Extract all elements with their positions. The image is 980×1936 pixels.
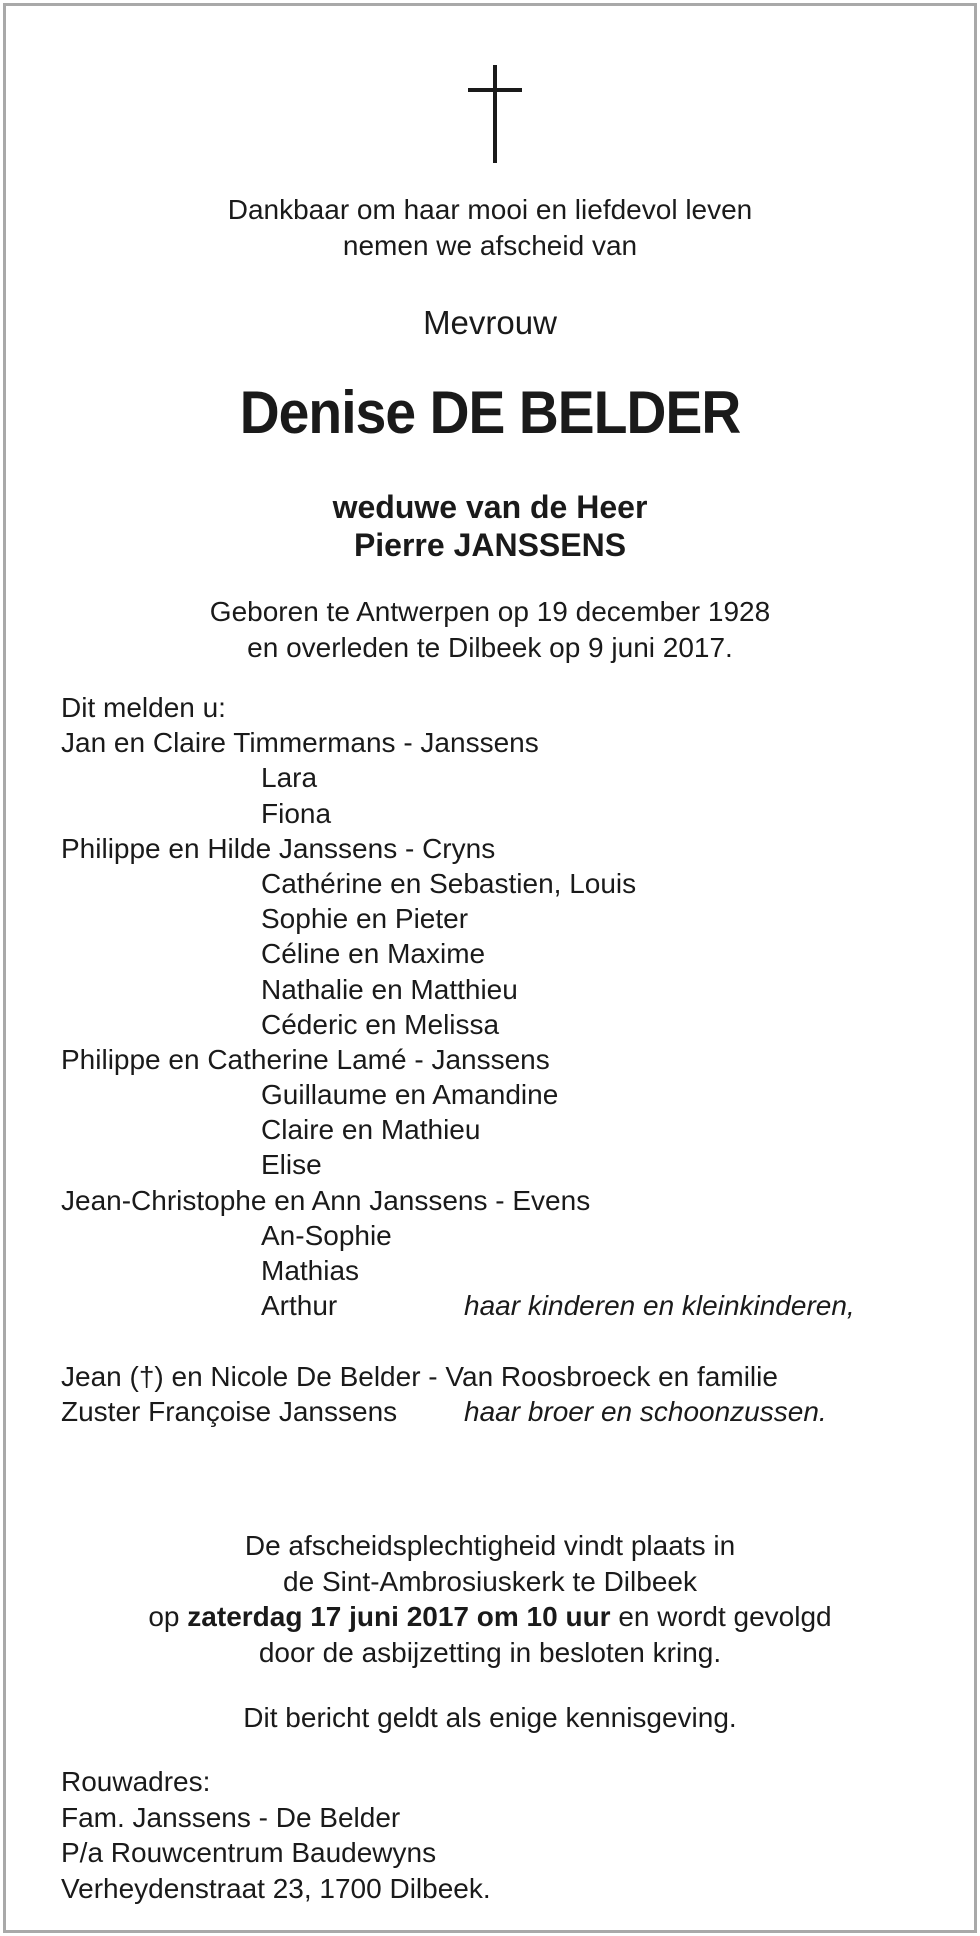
ceremony-line: op zaterdag 17 juni 2017 om 10 uur en wordt gevolgd <box>148 1601 832 1632</box>
address-line: Fam. Janssens - De Belder <box>61 1801 401 1833</box>
family-child: Elise <box>261 1149 322 1181</box>
family-parents: Jean-Christophe en Ann Janssens - Evens <box>61 1184 591 1216</box>
address-line: Rouwadres: <box>61 1766 211 1797</box>
sibling-line: Jean (†) en Nicole De Belder - Van Roosbroeck en familie <box>61 1360 778 1392</box>
intro-line: nemen we afscheid van <box>342 230 638 261</box>
widow-line: weduwe van de Heer <box>332 489 648 525</box>
family-child: Fiona <box>261 797 332 829</box>
ceremony-line: de Sint-Ambrosiuskerk te Dilbeek <box>283 1565 697 1597</box>
death-line: en overleden te Dilbeek op 9 juni 2017. <box>247 632 733 663</box>
children-note: haar kinderen en kleinkinderen, <box>464 1290 855 1322</box>
ceremony-line: door de asbijzetting in besloten kring. <box>258 1636 722 1668</box>
ceremony-date: zaterdag 17 juni 2017 om 10 uur <box>187 1601 611 1632</box>
notice-text: Dit bericht geldt als enige kennisgeving. <box>243 1702 737 1733</box>
sibling-line: Zuster Françoise Janssens <box>61 1395 398 1427</box>
family-parents: Jan en Claire Timmermans - Janssens <box>61 727 539 759</box>
birth-death-dates <box>6 594 974 666</box>
family-child: Arthur <box>261 1290 338 1322</box>
family-child: Cathérine en Sebastien, Louis <box>261 867 637 899</box>
family-parents: Philippe en Hilde Janssens - Cryns <box>61 832 496 864</box>
birth-line: Geboren te Antwerpen op 19 december 1928 <box>209 596 771 627</box>
address-line: P/a Rouwcentrum Baudewyns <box>61 1837 437 1868</box>
family-child: Claire en Mathieu <box>261 1114 481 1146</box>
family-child: Lara <box>261 762 318 794</box>
family-child: Céline en Maxime <box>261 938 486 970</box>
mourning-address <box>61 1764 491 1906</box>
ceremony-line: De afscheidsplechtigheid vindt plaats in <box>244 1530 736 1561</box>
address-line: Verheydenstraat 23, 1700 Dilbeek. <box>61 1872 491 1904</box>
family-child: Sophie en Pieter <box>261 903 469 935</box>
family-parents: Philippe en Catherine Lamé - Janssens <box>61 1043 550 1075</box>
widow-line: Pierre JANSSENS <box>353 527 627 563</box>
siblings-note: haar broer en schoonzussen. <box>464 1395 827 1427</box>
honorific: Mevrouw <box>423 304 557 341</box>
ceremony-info <box>6 1528 974 1670</box>
widow-of <box>6 488 974 564</box>
intro-line: Dankbaar om haar mooi en liefdevol leven <box>227 194 753 225</box>
intro-text <box>6 192 974 264</box>
family-child: An-Sophie <box>261 1219 392 1251</box>
family-child: Céderic en Melissa <box>261 1008 500 1040</box>
family-child: Nathalie en Matthieu <box>261 973 518 1005</box>
family-child: Mathias <box>261 1255 360 1286</box>
family-heading: Dit melden u: <box>61 692 226 723</box>
obituary-card <box>3 3 977 1933</box>
deceased-name: Denise DE BELDER <box>239 379 741 446</box>
cross-icon <box>468 65 522 163</box>
family-child: Guillaume en Amandine <box>261 1079 559 1111</box>
